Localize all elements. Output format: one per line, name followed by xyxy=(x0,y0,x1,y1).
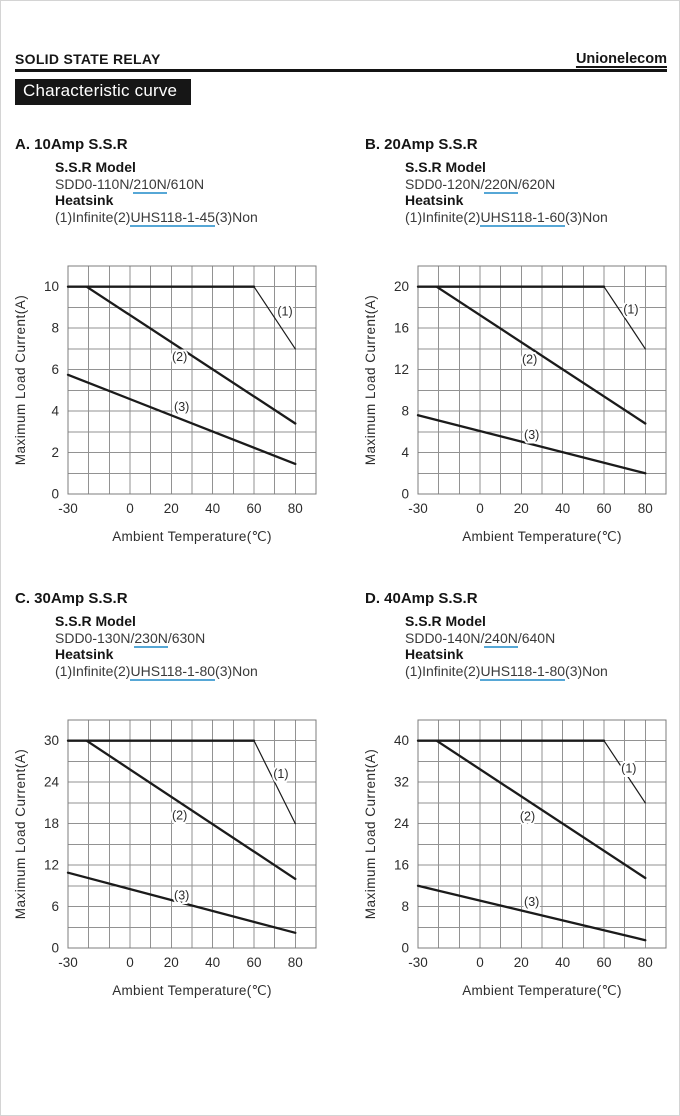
svg-text:40: 40 xyxy=(205,501,221,516)
svg-text:16: 16 xyxy=(393,320,409,336)
svg-text:(1): (1) xyxy=(273,766,289,781)
svg-text:(2): (2) xyxy=(171,808,188,823)
svg-text:(1): (1) xyxy=(623,302,639,317)
model-underlined: 230N xyxy=(134,629,168,646)
svg-text:(2): (2) xyxy=(519,809,536,824)
section-info xyxy=(405,159,680,225)
heatsink-post: (3)Non xyxy=(565,662,608,679)
page-header xyxy=(15,51,667,72)
svg-text:Ambient Temperature(℃): Ambient Temperature(℃) xyxy=(462,529,622,544)
svg-text:32: 32 xyxy=(393,774,409,790)
heatsink-value xyxy=(55,663,341,680)
svg-text:Maximum Load Current(A): Maximum Load Current(A) xyxy=(363,294,378,466)
chart-svg xyxy=(11,691,345,1003)
svg-text:(2): (2) xyxy=(171,350,188,365)
svg-text:80: 80 xyxy=(287,955,303,970)
section-info xyxy=(55,159,341,225)
svg-text:24: 24 xyxy=(43,774,59,790)
svg-text:(1): (1) xyxy=(277,304,293,319)
svg-text:Ambient Temperature(℃): Ambient Temperature(℃) xyxy=(112,529,272,544)
section-title: B. 20Amp S.S.R xyxy=(365,136,478,153)
svg-text:8: 8 xyxy=(401,899,409,914)
svg-text:6: 6 xyxy=(51,899,59,914)
section-title: D. 40Amp S.S.R xyxy=(365,590,478,607)
svg-text:20: 20 xyxy=(513,501,529,516)
model-underlined: 240N xyxy=(484,629,518,646)
model-value xyxy=(55,630,341,647)
svg-text:20: 20 xyxy=(163,955,179,970)
svg-text:12: 12 xyxy=(393,362,409,378)
section-info xyxy=(55,613,341,679)
section-title: C. 30Amp S.S.R xyxy=(15,590,128,607)
svg-text:16: 16 xyxy=(393,857,409,873)
model-value xyxy=(405,176,680,193)
svg-text:20: 20 xyxy=(163,501,179,516)
model-post: /630N xyxy=(167,629,206,646)
chart-40amp xyxy=(361,691,680,1003)
svg-text:6: 6 xyxy=(51,362,59,378)
heatsink-post: (3)Non xyxy=(215,208,258,225)
chart-10amp xyxy=(11,237,345,549)
svg-text:4: 4 xyxy=(401,445,409,460)
svg-text:(2): (2) xyxy=(521,352,538,367)
model-pre: SDD0-120N/ xyxy=(405,175,485,192)
heatsink-pre: (1)Infinite(2) xyxy=(55,208,131,225)
svg-text:20: 20 xyxy=(513,955,529,970)
heatsink-label: Heatsink xyxy=(405,192,464,208)
svg-text:80: 80 xyxy=(637,501,653,516)
heatsink-underlined: UHS118-1-45 xyxy=(130,208,216,225)
model-post: /610N xyxy=(166,175,205,192)
svg-text:30: 30 xyxy=(43,733,59,749)
document-title: SOLID STATE RELAY xyxy=(15,51,161,67)
svg-text:40: 40 xyxy=(555,955,571,970)
section-info xyxy=(405,613,680,679)
svg-text:60: 60 xyxy=(596,501,612,516)
model-label: S.S.R Model xyxy=(55,159,136,175)
svg-text:80: 80 xyxy=(287,501,303,516)
svg-text:24: 24 xyxy=(393,816,409,832)
section-title: A. 10Amp S.S.R xyxy=(15,136,128,153)
section-20amp xyxy=(351,135,680,549)
svg-text:40: 40 xyxy=(393,733,409,749)
svg-text:(1): (1) xyxy=(621,761,637,776)
heatsink-underlined: UHS118-1-80 xyxy=(130,662,216,679)
svg-text:2: 2 xyxy=(51,445,59,460)
svg-text:10: 10 xyxy=(43,279,59,295)
model-post: /620N xyxy=(517,175,556,192)
svg-text:Maximum Load Current(A): Maximum Load Current(A) xyxy=(13,294,28,466)
section-10amp xyxy=(1,135,341,549)
svg-text:40: 40 xyxy=(555,501,571,516)
section-banner: Characteristic curve xyxy=(15,79,191,105)
svg-text:-30: -30 xyxy=(408,501,428,516)
model-pre: SDD0-110N/ xyxy=(55,175,134,192)
svg-text:4: 4 xyxy=(51,403,59,419)
svg-text:0: 0 xyxy=(401,486,409,502)
svg-text:0: 0 xyxy=(51,486,59,502)
chart-30amp xyxy=(11,691,345,1003)
model-pre: SDD0-140N/ xyxy=(405,629,485,646)
heatsink-underlined: UHS118-1-80 xyxy=(480,662,566,679)
brand-logo-text: Unionelecom xyxy=(575,51,667,67)
model-label: S.S.R Model xyxy=(405,159,486,175)
heatsink-underlined: UHS118-1-60 xyxy=(480,208,566,225)
svg-text:0: 0 xyxy=(51,940,59,956)
svg-text:Ambient Temperature(℃): Ambient Temperature(℃) xyxy=(462,983,622,998)
model-post: /640N xyxy=(517,629,556,646)
heatsink-value xyxy=(405,209,680,226)
svg-text:(3): (3) xyxy=(174,888,190,903)
heatsink-label: Heatsink xyxy=(405,646,464,662)
svg-text:0: 0 xyxy=(126,955,134,970)
svg-text:Maximum Load Current(A): Maximum Load Current(A) xyxy=(13,748,28,920)
model-underlined: 210N xyxy=(133,175,167,192)
svg-text:12: 12 xyxy=(43,857,59,873)
heatsink-post: (3)Non xyxy=(565,208,608,225)
svg-text:0: 0 xyxy=(476,501,484,516)
heatsink-value xyxy=(55,209,341,226)
svg-text:-30: -30 xyxy=(408,955,428,970)
svg-text:60: 60 xyxy=(246,955,262,970)
svg-text:60: 60 xyxy=(596,955,612,970)
chart-svg xyxy=(11,237,345,549)
svg-text:18: 18 xyxy=(43,816,59,832)
svg-text:Ambient Temperature(℃): Ambient Temperature(℃) xyxy=(112,983,272,998)
svg-text:0: 0 xyxy=(126,501,134,516)
svg-text:Maximum Load Current(A): Maximum Load Current(A) xyxy=(363,748,378,920)
svg-text:60: 60 xyxy=(246,501,262,516)
model-value xyxy=(55,176,341,193)
heatsink-pre: (1)Infinite(2) xyxy=(405,208,481,225)
svg-text:8: 8 xyxy=(51,320,59,336)
heatsink-value xyxy=(405,663,680,680)
model-label: S.S.R Model xyxy=(405,613,486,629)
svg-text:40: 40 xyxy=(205,955,221,970)
model-label: S.S.R Model xyxy=(55,613,136,629)
section-30amp xyxy=(1,589,341,1003)
heatsink-post: (3)Non xyxy=(215,662,258,679)
svg-text:80: 80 xyxy=(637,955,653,970)
svg-text:(3): (3) xyxy=(524,427,540,442)
svg-text:0: 0 xyxy=(476,955,484,970)
chart-svg xyxy=(361,691,680,1003)
svg-text:0: 0 xyxy=(401,940,409,956)
chart-20amp xyxy=(361,237,680,549)
svg-text:-30: -30 xyxy=(58,501,78,516)
heatsink-label: Heatsink xyxy=(55,192,114,208)
svg-text:-30: -30 xyxy=(58,955,78,970)
heatsink-pre: (1)Infinite(2) xyxy=(55,662,131,679)
model-underlined: 220N xyxy=(484,175,518,192)
svg-text:(3): (3) xyxy=(524,894,540,909)
svg-text:20: 20 xyxy=(393,279,409,295)
heatsink-pre: (1)Infinite(2) xyxy=(405,662,481,679)
heatsink-label: Heatsink xyxy=(55,646,114,662)
svg-text:(3): (3) xyxy=(174,399,190,414)
svg-text:8: 8 xyxy=(401,403,409,419)
chart-svg xyxy=(361,237,680,549)
model-pre: SDD0-130N/ xyxy=(55,629,135,646)
section-40amp xyxy=(351,589,680,1003)
model-value xyxy=(405,630,680,647)
